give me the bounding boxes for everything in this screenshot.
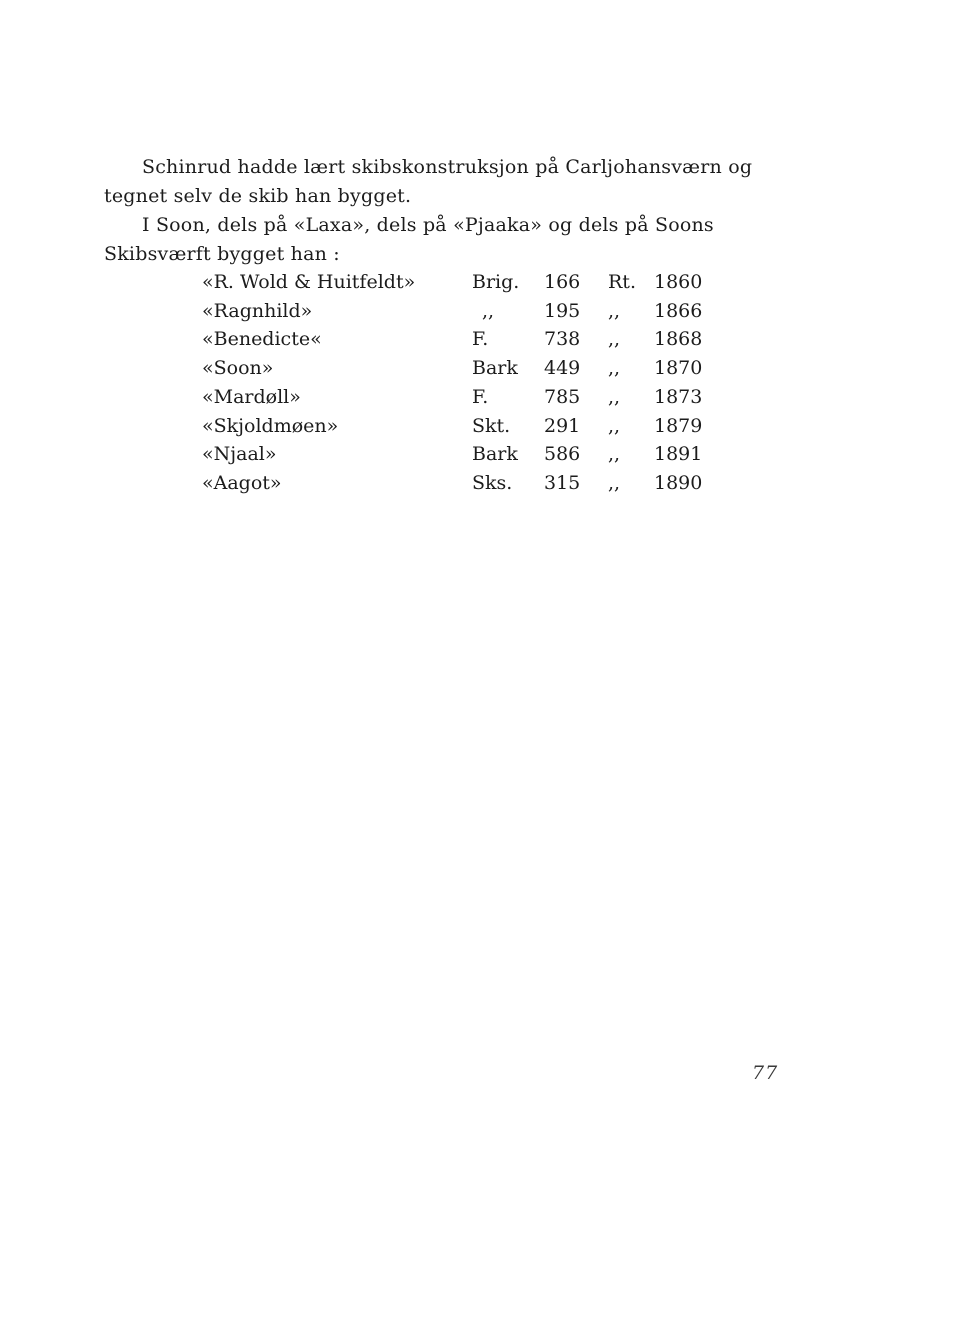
table-row <box>202 412 714 441</box>
ship-tonnage: 291 <box>544 414 581 437</box>
ship-unit: ,, <box>608 443 621 466</box>
ship-unit: ,, <box>608 299 621 322</box>
table-row <box>202 354 714 383</box>
ship-year: 1860 <box>654 271 703 293</box>
ship-name: «Aagot» <box>202 471 282 494</box>
ship-year: 1870 <box>654 357 703 380</box>
table-row <box>202 268 714 297</box>
ship-unit: ,, <box>608 471 621 494</box>
ship-unit: Rt. <box>608 271 636 293</box>
ship-name: «Mardøll» <box>202 385 301 408</box>
ship-type: F. <box>472 385 489 408</box>
ship-name: «R. Wold & Huitfeldt» <box>202 271 416 293</box>
ship-tonnage: 195 <box>544 299 581 322</box>
ship-name: «Ragnhild» <box>202 299 313 322</box>
ship-type: Bark <box>472 357 518 380</box>
ship-name: «Benedicte« <box>202 328 322 351</box>
paragraph-line: Schinrud hadde lært skibskonstruksjon på Carljohansværn og <box>142 156 753 178</box>
ship-tonnage: 449 <box>544 357 581 380</box>
ship-name: «Soon» <box>202 357 274 380</box>
table-row <box>202 325 714 354</box>
ship-unit: ,, <box>608 357 621 380</box>
paragraph-line: Skibsværft bygget han : <box>104 243 340 265</box>
table-row <box>202 440 714 469</box>
ship-type: F. <box>472 328 489 351</box>
paragraph-schinrud <box>104 153 784 211</box>
ships-table <box>202 268 714 498</box>
table-row <box>202 297 714 326</box>
ship-type: Bark <box>472 443 518 466</box>
page-number: 77 <box>752 1062 779 1084</box>
ship-type: ,, <box>482 299 495 322</box>
table-row <box>202 469 714 498</box>
ship-type: Skt. <box>472 414 511 437</box>
ship-type: Brig. <box>472 271 520 293</box>
paragraph-soon <box>104 211 784 269</box>
ship-year: 1890 <box>654 471 703 494</box>
ship-tonnage: 166 <box>544 271 581 293</box>
ship-year: 1868 <box>654 328 703 351</box>
ship-name: «Skjoldmøen» <box>202 414 339 437</box>
ship-tonnage: 586 <box>544 443 581 466</box>
ship-year: 1879 <box>654 414 703 437</box>
ship-unit: ,, <box>608 328 621 351</box>
table-row <box>202 383 714 412</box>
ship-tonnage: 785 <box>544 385 581 408</box>
ship-unit: ,, <box>608 385 621 408</box>
ship-year: 1873 <box>654 385 703 408</box>
ship-tonnage: 315 <box>544 471 581 494</box>
ship-unit: ,, <box>608 414 621 437</box>
ship-year: 1866 <box>654 299 703 322</box>
ship-tonnage: 738 <box>544 328 581 351</box>
paragraph-line: I Soon, dels på «Laxa», dels på «Pjaaka» og dels på Soons <box>142 214 714 236</box>
ship-year: 1891 <box>654 443 703 466</box>
paragraph-line: tegnet selv de skib han bygget. <box>104 185 412 207</box>
ship-name: «Njaal» <box>202 443 277 466</box>
ship-type: Sks. <box>472 471 513 494</box>
